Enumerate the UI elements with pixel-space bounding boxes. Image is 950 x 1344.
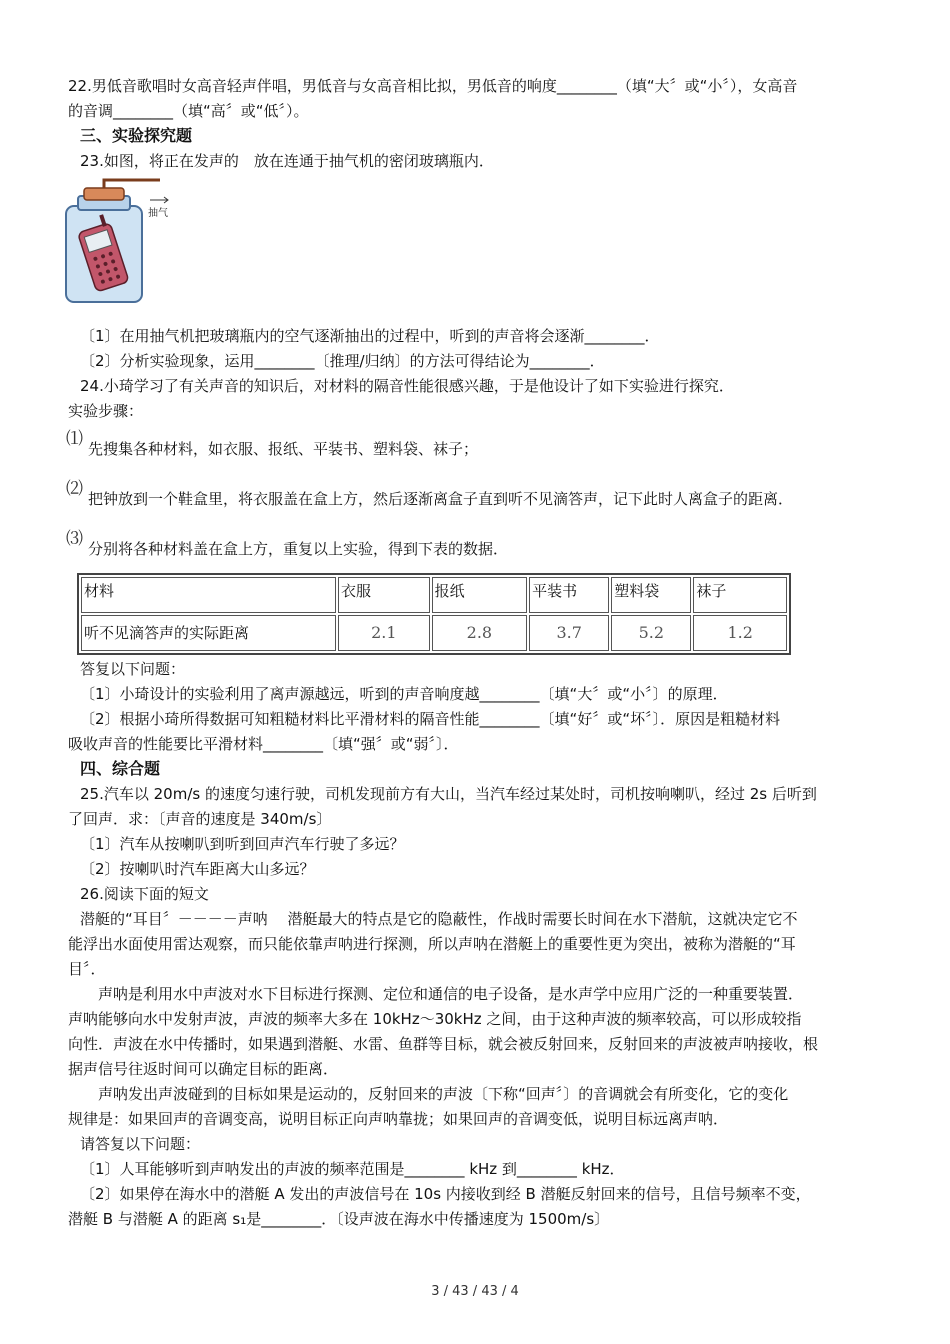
table-value-cell: 1.2 (693, 615, 787, 651)
q26-sub2-line1: 〔2〕如果停在海水中的潜艇 A 发出的声波信号在 10s 内接收到经 B 潜艇反射回来的信号，且信号频率不变， (80, 1185, 811, 1203)
q26-p3-line2: 规律是：如果回声的音调变高，说明目标正向声呐靠拢；如果回声的音调变低，说明目标远离声呐． (68, 1110, 729, 1128)
section-4-heading: 四、综合题 (80, 759, 161, 778)
q24-step1: 先搜集各种材料，如衣服、报纸、平装书、塑料袋、袜子； (88, 440, 479, 458)
table-value-cell: 3.7 (529, 615, 609, 651)
q24-sub1: 〔1〕小琦设计的实验利用了离声源越远，听到的声音响度越________〔填“大〞或“小〞〕的原理． (80, 685, 728, 703)
q26-p1-line1: 潜艇的“耳目〞－－－－声呐 潜艇最大的特点是它的隐蔽性，作战时需要长时间在水下潜航，这就决定它不 (80, 910, 798, 928)
q26-p1-line2: 能浮出水面使用雷达观察，而只能依靠声呐进行探测，所以声呐在潜艇上的重要性更为突出，被称为潜艇的“耳 (68, 935, 796, 953)
table-header-row (81, 577, 787, 613)
q22-line2: 的音调________（填“高〞或“低〞）。 (68, 102, 309, 120)
q24-sub2-line2: 吸收声音的性能要比平滑材料________〔填“强〞或“弱〞〕． (68, 735, 459, 753)
q23-sub1: 〔1〕在用抽气机把玻璃瓶内的空气逐渐抽出的过程中，听到的声音将会逐渐________． (80, 327, 660, 345)
q25-sub2: 〔2〕按喇叭时汽车距离大山多远？ (80, 860, 315, 878)
q25-line2: 了回声．求：〔声音的速度是 340m/s〕 (68, 810, 332, 828)
q26-p1-line3: 目〞． (68, 960, 106, 978)
section-3-heading: 三、实验探究题 (80, 126, 193, 145)
q24-answer-label: 答复以下问题： (80, 660, 186, 678)
q23-stem: 23.如图，将正在发声的 放在连通于抽气机的密闭玻璃瓶内． (80, 152, 494, 170)
pump-tube (104, 180, 160, 188)
q23-sub2: 〔2〕分析实验现象，运用________〔推理/归纳〕的方法可得结论为________． (80, 352, 605, 370)
stopper (84, 188, 124, 200)
table-header-cell: 报纸 (432, 577, 528, 613)
step-1-marker: ⑴ (66, 429, 83, 449)
q22-line1: 22.男低音歌唱时女高音轻声伴唱，男低音与女高音相比拟，男低音的响度________（填“大〞或“小〞），女高音 (68, 77, 798, 95)
bell-jar-phone-figure (64, 176, 182, 306)
table-value-cell: 2.1 (338, 615, 430, 651)
table-header-cell: 材料 (81, 577, 336, 613)
pump-label: 抽气 (148, 208, 168, 219)
table-value-cell: 2.8 (432, 615, 528, 651)
q25-sub1: 〔1〕汽车从按喇叭到听到回声汽车行驶了多远？ (80, 835, 405, 853)
pump-arrow-icon (150, 197, 168, 203)
material-distance-table (77, 573, 791, 655)
q25-line1: 25.汽车以 20m/s 的速度匀速行驶，司机发现前方有大山，当汽车经过某处时，司机按响喇叭，经过 2s 后听到 (80, 785, 817, 803)
q24-steps-label: 实验步骤： (68, 402, 144, 420)
step-3-marker: ⑶ (66, 529, 83, 549)
q24-stem: 24.小琦学习了有关声音的知识后，对材料的隔音性能很感兴趣，于是他设计了如下实验进行探究． (80, 377, 734, 395)
q26-p2-line4: 据声信号往返时间可以确定目标的距离． (68, 1060, 339, 1078)
step-2-marker: ⑵ (66, 479, 83, 499)
q26-p2-line3: 向性．声波在水中传播时，如果遇到潜艇、水雷、鱼群等目标，就会被反射回来，反射回来的声波被声呐接收，根 (68, 1035, 819, 1053)
q24-step2: 把钟放到一个鞋盒里，将衣服盖在盒上方，然后逐渐离盒子直到听不见滴答声，记下此时人离盒子的距离． (88, 490, 794, 508)
table-row-label: 听不见滴答声的实际距离 (81, 615, 336, 651)
q26-p3-line1: 声呐发出声波碰到的目标如果是运动的，反射回来的声波〔下称“回声〞〕的音调就会有所变化，它的变化 (68, 1085, 789, 1103)
table-header-cell: 平装书 (529, 577, 609, 613)
q26-sub2-line2: 潜艇 B 与潜艇 A 的距离 s₁是________．〔设声波在海水中传播速度为 1500m/s〕 (68, 1210, 610, 1228)
q26-answer-label: 请答复以下问题： (80, 1135, 201, 1153)
table-header-cell: 塑料袋 (611, 577, 691, 613)
q24-step3: 分别将各种材料盖在盒上方，重复以上实验，得到下表的数据． (88, 540, 509, 558)
table-header-cell: 衣服 (338, 577, 430, 613)
q26-sub1: 〔1〕人耳能够听到声呐发出的声波的频率范围是________ kHz 到________ kHz． (80, 1160, 625, 1178)
q26-p2-line1: 声呐是利用水中声波对水下目标进行探测、定位和通信的电子设备，是水声学中应用广泛的一种重要装置． (68, 985, 804, 1003)
table-row (81, 615, 787, 651)
q26-stem: 26.阅读下面的短文 (80, 885, 209, 903)
table-header-cell: 袜子 (693, 577, 787, 613)
q24-sub2-line1: 〔2〕根据小琦所得数据可知粗糙材料比平滑材料的隔音性能________〔填“好〞或“坏〞〕．原因是粗糙材料 (80, 710, 781, 728)
q26-p2-line2: 声呐能够向水中发射声波，声波的频率大多在 10kHz～30kHz 之间，由于这种声波的频率较高，可以形成较指 (68, 1010, 802, 1028)
table-value-cell: 5.2 (611, 615, 691, 651)
page-number: 3 / 43 / 43 / 4 (431, 1284, 519, 1299)
